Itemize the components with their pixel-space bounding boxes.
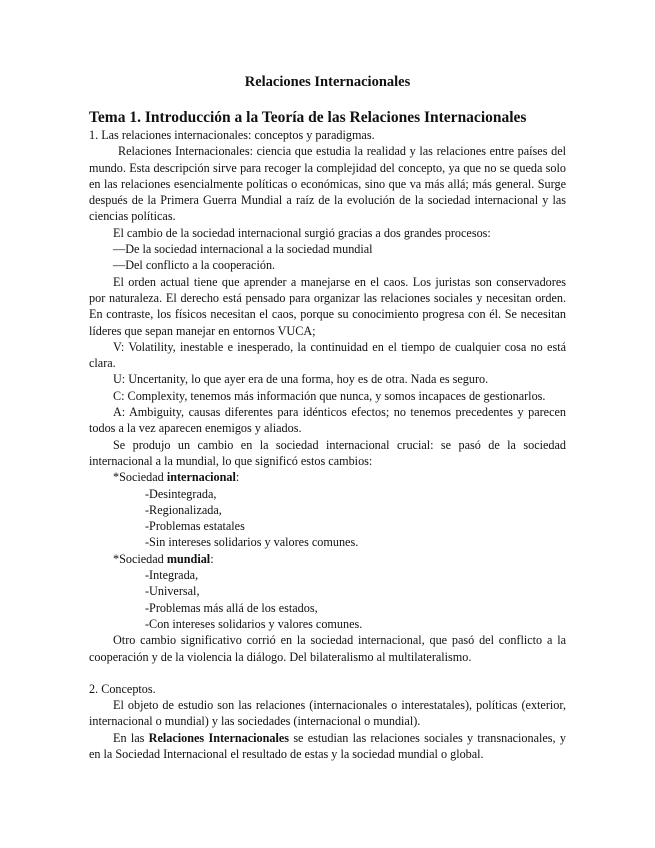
process-item-1: —De la sociedad internacional a la sociedad mundial <box>113 242 373 257</box>
list-item: -Desintegrada, <box>145 486 217 501</box>
ri-bold-term: Relaciones Internacionales <box>148 730 290 745</box>
vuca-volatility: V: Volatility, inestable e inesperado, la continuidad en el tiempo de cualquier cosa no está clara. <box>89 339 566 371</box>
vuca-uncertainty: U: Uncertanity, lo que ayer era de una forma, hoy es de otra. Nada es seguro. <box>113 372 489 387</box>
list-item: -Con intereses solidarios y valores comunes. <box>145 616 363 631</box>
list-item: -Problemas más allá de los estados, <box>145 600 318 615</box>
sociedad-mundial-list <box>89 567 566 632</box>
mundial-word: mundial <box>166 551 211 566</box>
topic-heading: Tema 1. Introducción a la Teoría de las Relaciones Internacionales <box>89 109 527 126</box>
process-item-2: —Del conflicto a la cooperación. <box>113 258 276 273</box>
ri-rest: se estudian las relaciones sociales y transnacionales, y en la Sociedad Internacional el resultado de estas y la sociedad mundial o global. <box>89 730 566 761</box>
vuca-ambiguity: A: Ambiguity, causas diferentes para idénticos efectos; no tenemos precedentes y parecen todos a la vez aparecen enemigos y aliados. <box>89 405 566 436</box>
list-item: -Universal, <box>145 584 200 599</box>
sociedad-internacional-list <box>89 486 566 551</box>
sociedad-prefix: *Sociedad <box>113 551 167 566</box>
list-item: -Regionalizada, <box>145 502 222 517</box>
sociedad-mundial-heading <box>89 551 566 567</box>
vuca-complexity: C: Complexity, tenemos más información que nunca, y somos incapaces de gestionarlos. <box>113 388 546 403</box>
paragraph-object: El objeto de estudio son las relaciones (internacionales o interestatales), políticas (exterior, internacional o mundial) y las sociedades (internacional o mundial). <box>89 698 566 729</box>
section-2-heading: 2. Conceptos. <box>89 681 156 696</box>
paragraph-relaciones-internacionales <box>89 730 566 763</box>
document-page <box>89 72 566 762</box>
list-item: -Sin intereses solidarios y valores comunes. <box>145 535 359 550</box>
sociedad-prefix: *Sociedad <box>113 470 167 485</box>
colon: : <box>210 551 214 566</box>
paragraph-definition: Relaciones Internacionales: ciencia que estudia la realidad y las relaciones entre países del mundo. Esta descripción sirve para recoger la complejidad del concepto, ya que no se queda solo en las relaciones esencialmente políticas o económicas, sino que va más allá; más general. Surge después de la Primera Guerra Mundial a raíz de la evolución de la sociedad internacional y las ciencias políticas. <box>89 144 566 224</box>
document-title: Relaciones Internacionales <box>244 74 411 90</box>
colon: : <box>235 470 240 485</box>
paragraph-order: El orden actual tiene que aprender a manejarse en el caos. Los juristas son conservadores por naturaleza. El derecho está pensado para organizar las relaciones sociales y necesitan orden. En contraste, los físicos necesitan el caos, porque su conocimiento progresa con él. Se necesitan líderes que sepan manejar en entornos VUCA; <box>89 274 566 338</box>
section-1-heading: 1. Las relaciones internacionales: conceptos y paradigmas. <box>89 128 375 142</box>
list-item: -Integrada, <box>145 568 199 583</box>
spacer <box>89 665 566 681</box>
ri-prefix: En las <box>113 730 149 745</box>
paragraph-crucial-change: Se produjo un cambio en la sociedad internacional crucial: se pasó de la sociedad internacional a la mundial, lo que significó estos cambios: <box>89 437 566 468</box>
paragraph-change-intro: El cambio de la sociedad internacional surgió gracias a dos grandes procesos: <box>113 225 491 240</box>
sociedad-internacional-heading <box>89 469 566 485</box>
paragraph-other-change: Otro cambio significativo corrió en la sociedad internacional, que pasó del conflicto a la cooperación y de la violencia la diálogo. Del bilateralismo al multilateralismo. <box>89 633 566 664</box>
list-item: -Problemas estatales <box>145 519 245 534</box>
internacional-word: internacional <box>166 470 236 485</box>
